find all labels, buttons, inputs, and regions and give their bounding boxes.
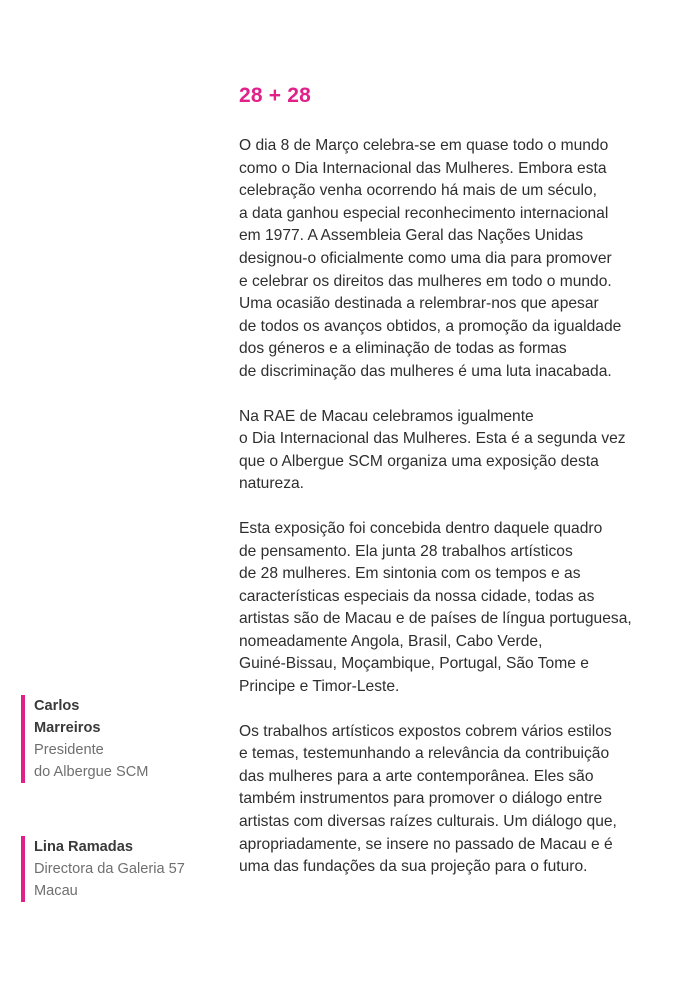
- text-line: das mulheres para a arte contemporânea. Eles são: [239, 767, 594, 785]
- paragraph-4: [239, 721, 669, 879]
- text-line: características especiais da nossa cidade, todas as: [239, 587, 595, 605]
- text-line: de todos os avanços obtidos, a promoção da igualdade: [239, 317, 622, 335]
- text-line: artistas são de Macau e de países de língua portuguesa,: [239, 610, 632, 628]
- signature-name: Carlos: [34, 698, 80, 714]
- text-line: natureza.: [239, 475, 305, 493]
- text-line: e celebrar os direitos das mulheres em todo o mundo.: [239, 272, 612, 290]
- text-line: nomeadamente Angola, Brasil, Cabo Verde,: [239, 632, 543, 650]
- article-body: [239, 135, 669, 901]
- text-line: a data ganhou especial reconhecimento internacional: [239, 204, 609, 222]
- text-line: Esta exposição foi concebida dentro daquele quadro: [239, 519, 603, 537]
- signature-name: Lina Ramadas: [34, 839, 133, 855]
- text-line: uma das fundações da sua projeção para o futuro.: [239, 858, 588, 876]
- paragraph-1: [239, 135, 669, 384]
- text-line: designou-o oficialmente como uma dia para promover: [239, 249, 612, 267]
- text-line: também instrumentos para promover o diálogo entre: [239, 790, 603, 808]
- signature-name: Marreiros: [34, 720, 101, 736]
- signature-lina-ramadas: [21, 836, 185, 902]
- signature-role: Macau: [34, 883, 78, 899]
- signature-role: Presidente: [34, 742, 104, 758]
- text-line: como o Dia Internacional das Mulheres. Embora esta: [239, 159, 607, 177]
- text-line: O dia 8 de Março celebra-se em quase todo o mundo: [239, 137, 609, 154]
- text-line: de 28 mulheres. Em sintonia com os tempos e as: [239, 565, 581, 583]
- text-line: dos géneros e a eliminação de todas as formas: [239, 340, 567, 358]
- text-line: e temas, testemunhando a relevância da contribuição: [239, 745, 610, 763]
- text-line: Uma ocasião destinada a relembrar-nos que apesar: [239, 295, 599, 313]
- text-line: celebração venha ocorrendo há mais de um século,: [239, 182, 598, 200]
- page-title: 28 + 28: [239, 84, 312, 107]
- text-line: de discriminação das mulheres é uma luta inacabada.: [239, 362, 612, 380]
- signature-role: Directora da Galeria 57: [34, 861, 185, 877]
- paragraph-3: [239, 518, 669, 699]
- text-line: o Dia Internacional das Mulheres. Esta é a segunda vez: [239, 430, 626, 448]
- signature-role: do Albergue SCM: [34, 764, 149, 780]
- text-line: que o Albergue SCM organiza uma exposição desta: [239, 452, 599, 470]
- text-line: em 1977. A Assembleia Geral das Nações Unidas: [239, 227, 584, 245]
- text-line: artistas com diversas raízes culturais. Um diálogo que,: [239, 813, 617, 831]
- text-line: Os trabalhos artísticos expostos cobrem vários estilos: [239, 722, 612, 740]
- text-line: Na RAE de Macau celebramos igualmente: [239, 407, 534, 425]
- text-line: apropriadamente, se insere no passado de Macau e é: [239, 835, 613, 853]
- text-line: de pensamento. Ela junta 28 trabalhos artísticos: [239, 542, 573, 560]
- text-line: Guiné-Bissau, Moçambique, Portugal, São Tome e: [239, 655, 589, 673]
- signature-carlos-marreiros: [21, 695, 148, 783]
- text-line: Principe e Timor-Leste.: [239, 678, 400, 696]
- paragraph-2: [239, 406, 669, 496]
